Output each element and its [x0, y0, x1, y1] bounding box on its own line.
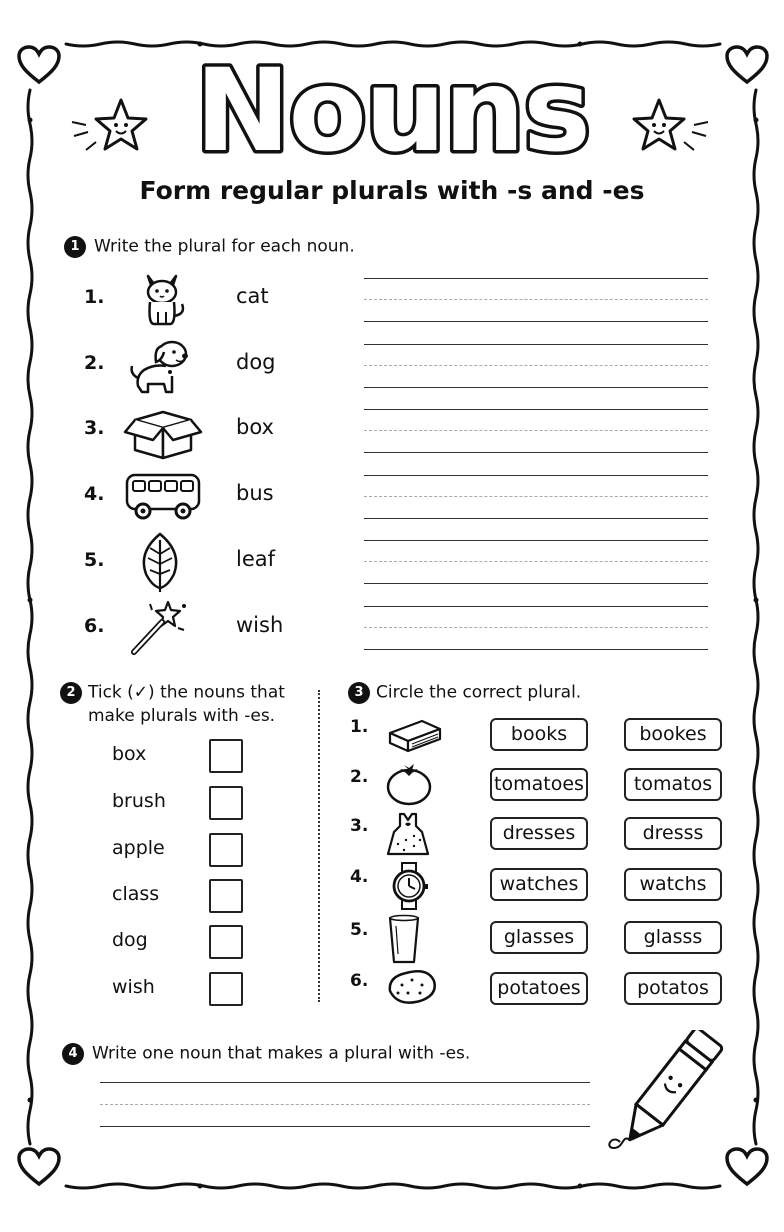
plural-option[interactable]: tomatoes [490, 768, 588, 801]
noun-word: bus [236, 481, 274, 505]
item-number: 5. [84, 549, 105, 571]
section-number-badge: 2 [60, 682, 82, 704]
tick-word: brush [112, 790, 166, 812]
section2-instruction-line2: make plurals with -es. [88, 706, 276, 726]
plural-option[interactable]: potatoes [490, 972, 588, 1005]
plural-option[interactable]: tomatos [624, 768, 722, 801]
section1-heading [64, 236, 355, 258]
answer-line[interactable] [364, 540, 708, 541]
border-dot [754, 598, 759, 603]
section-number-badge: 1 [64, 236, 86, 258]
border-dot [578, 1184, 583, 1189]
section-divider [318, 690, 320, 1002]
answer-baseline[interactable] [364, 583, 708, 584]
title-banner [0, 40, 784, 168]
section-number-badge: 3 [348, 682, 370, 704]
subtitle: Form regular plurals with -s and -es [139, 176, 645, 205]
tick-checkbox[interactable] [209, 972, 243, 1006]
tomato-icon [384, 761, 434, 811]
plural-option[interactable]: dresses [490, 817, 588, 850]
noun-word: wish [236, 613, 284, 637]
plural-option[interactable]: dresss [624, 817, 722, 850]
answer-line[interactable] [364, 606, 708, 607]
tick-word: class [112, 883, 160, 905]
noun-word: leaf [236, 547, 276, 571]
item-number: 1. [84, 286, 105, 308]
section4-heading [62, 1043, 470, 1065]
smiling-pencil-icon [600, 1030, 740, 1160]
plural-option[interactable]: glasss [624, 921, 722, 954]
dress-icon [384, 810, 432, 864]
border-dot [754, 1098, 759, 1103]
heart-icon [16, 1146, 62, 1188]
tick-word: box [112, 743, 147, 765]
magic-wand-icon [126, 596, 190, 664]
cat-icon [130, 266, 194, 334]
leaf-icon [130, 530, 190, 598]
border-dot [28, 1098, 33, 1103]
plural-option[interactable]: glasses [490, 921, 588, 954]
answer-baseline[interactable] [364, 518, 708, 519]
tick-word: dog [112, 929, 148, 951]
plural-option[interactable]: books [490, 718, 588, 751]
answer-midline [100, 1104, 590, 1105]
item-number: 2. [84, 352, 105, 374]
tick-checkbox[interactable] [209, 879, 243, 913]
border-line [28, 90, 32, 1144]
section1-instruction: Write the plural for each noun. [94, 236, 355, 257]
tick-word: wish [112, 976, 155, 998]
noun-word: box [236, 415, 274, 439]
box-icon [121, 400, 205, 466]
potato-icon [384, 965, 440, 1011]
section2-heading [60, 682, 310, 726]
item-number: 5. [350, 920, 369, 940]
dog-icon [124, 334, 196, 402]
answer-baseline[interactable] [100, 1126, 590, 1127]
answer-baseline[interactable] [364, 649, 708, 650]
glass-icon [384, 914, 424, 970]
item-number: 6. [84, 615, 105, 637]
section3-heading [348, 682, 581, 704]
tick-checkbox[interactable] [209, 925, 243, 959]
answer-midline [364, 561, 708, 562]
item-number: 6. [350, 971, 369, 991]
item-number: 4. [84, 483, 105, 505]
book-icon [384, 711, 444, 759]
section-number-badge: 4 [62, 1043, 84, 1065]
tick-checkbox[interactable] [209, 833, 243, 867]
answer-line[interactable] [364, 344, 708, 345]
border-line [754, 90, 758, 1144]
answer-midline [364, 365, 708, 366]
answer-midline [364, 496, 708, 497]
plural-option[interactable]: bookes [624, 718, 722, 751]
item-number: 2. [350, 767, 369, 787]
border-dot [28, 598, 33, 603]
answer-line[interactable] [364, 278, 708, 279]
tick-word: apple [112, 837, 165, 859]
item-number: 4. [350, 867, 369, 887]
section4-instruction: Write one noun that makes a plural with -es. [92, 1043, 471, 1064]
item-number: 1. [350, 717, 369, 737]
answer-line[interactable] [100, 1082, 590, 1083]
tick-checkbox[interactable] [209, 739, 243, 773]
page-title: Nouns [195, 44, 589, 168]
bus-icon [121, 467, 205, 527]
section3-instruction: Circle the correct plural. [376, 682, 582, 703]
plural-option[interactable]: watchs [624, 868, 722, 901]
answer-midline [364, 430, 708, 431]
item-number: 3. [84, 417, 105, 439]
answer-baseline[interactable] [364, 452, 708, 453]
item-number: 3. [350, 816, 369, 836]
answer-baseline[interactable] [364, 387, 708, 388]
tick-checkbox[interactable] [209, 786, 243, 820]
border-dot [198, 1184, 203, 1189]
answer-midline [364, 299, 708, 300]
plural-option[interactable]: potatos [624, 972, 722, 1005]
watch-icon [384, 861, 434, 915]
answer-line[interactable] [364, 475, 708, 476]
plural-option[interactable]: watches [490, 868, 588, 901]
answer-line[interactable] [364, 409, 708, 410]
noun-word: cat [236, 284, 269, 308]
answer-baseline[interactable] [364, 321, 708, 322]
answer-midline [364, 627, 708, 628]
noun-word: dog [236, 350, 276, 374]
section2-instruction-line1: Tick (✓) the nouns that [88, 682, 285, 703]
border-line [66, 1184, 720, 1188]
